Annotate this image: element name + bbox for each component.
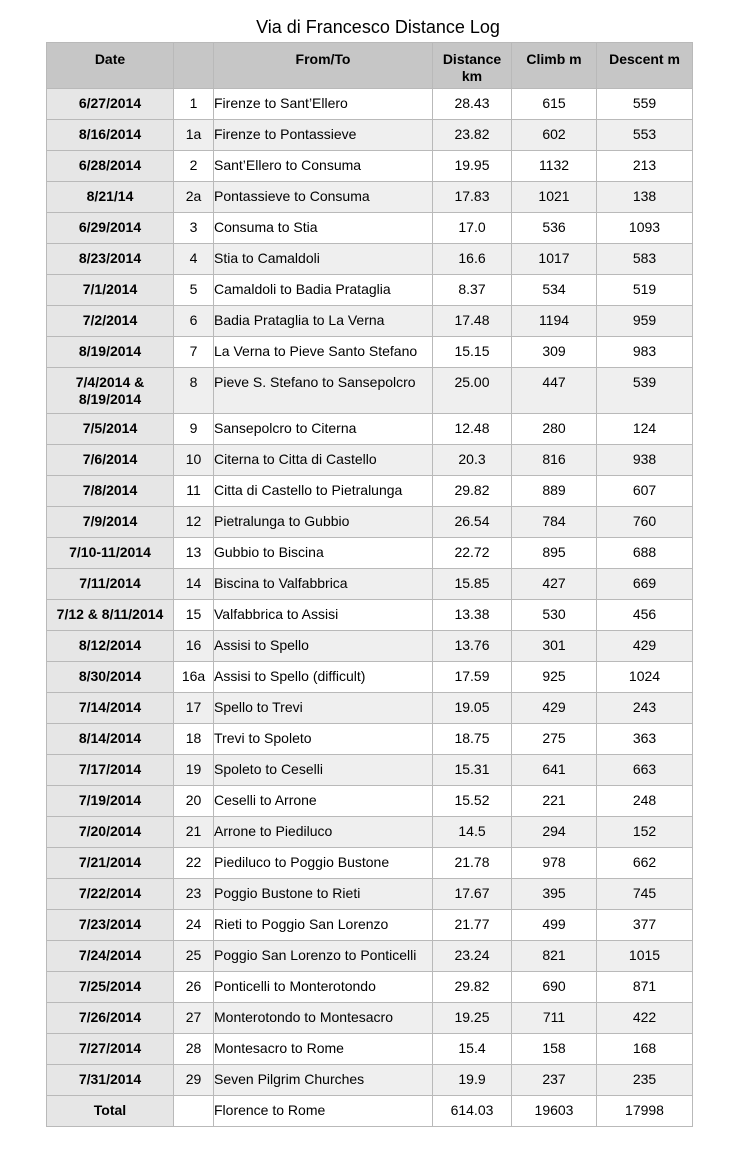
cell-route: Arrone to Piediluco <box>214 817 433 848</box>
cell-date: 8/14/2014 <box>47 724 174 755</box>
cell-climb: 534 <box>512 275 597 306</box>
cell-climb: 1132 <box>512 151 597 182</box>
cell-stage: 1a <box>174 120 214 151</box>
cell-stage: 1 <box>174 89 214 120</box>
table-row <box>47 600 693 631</box>
table-row <box>47 1034 693 1065</box>
table-row <box>47 414 693 445</box>
cell-date: 6/28/2014 <box>47 151 174 182</box>
table-row <box>47 786 693 817</box>
cell-route: Camaldoli to Badia Prataglia <box>214 275 433 306</box>
cell-date: 8/16/2014 <box>47 120 174 151</box>
cell-climb: 821 <box>512 941 597 972</box>
table-row <box>47 972 693 1003</box>
cell-distance: 17.0 <box>433 213 512 244</box>
cell-descent: 429 <box>597 631 693 662</box>
cell-date: 7/4/2014 & 8/19/2014 <box>47 368 174 414</box>
cell-date: 7/1/2014 <box>47 275 174 306</box>
cell-descent: 539 <box>597 368 693 414</box>
cell-climb: 309 <box>512 337 597 368</box>
cell-descent: 124 <box>597 414 693 445</box>
cell-route: Sansepolcro to Citerna <box>214 414 433 445</box>
cell-route: Consuma to Stia <box>214 213 433 244</box>
cell-stage: 22 <box>174 848 214 879</box>
table-row <box>47 445 693 476</box>
cell-date: 7/12 & 8/11/2014 <box>47 600 174 631</box>
cell-stage: 11 <box>174 476 214 507</box>
cell-route: Assisi to Spello <box>214 631 433 662</box>
table-row <box>47 879 693 910</box>
cell-stage: 26 <box>174 972 214 1003</box>
table-body <box>47 89 693 1127</box>
cell-date: 7/8/2014 <box>47 476 174 507</box>
cell-date: 6/29/2014 <box>47 213 174 244</box>
cell-stage: 18 <box>174 724 214 755</box>
cell-stage: 9 <box>174 414 214 445</box>
total-cell-climb: 19603 <box>512 1096 597 1127</box>
table-row <box>47 89 693 120</box>
cell-climb: 158 <box>512 1034 597 1065</box>
cell-stage: 25 <box>174 941 214 972</box>
cell-distance: 21.78 <box>433 848 512 879</box>
cell-date: 7/23/2014 <box>47 910 174 941</box>
cell-descent: 213 <box>597 151 693 182</box>
table-row <box>47 910 693 941</box>
cell-route: Badia Prataglia to La Verna <box>214 306 433 337</box>
cell-climb: 641 <box>512 755 597 786</box>
cell-distance: 17.67 <box>433 879 512 910</box>
table-row <box>47 755 693 786</box>
table-row <box>47 724 693 755</box>
cell-route: Montesacro to Rome <box>214 1034 433 1065</box>
table-row <box>47 306 693 337</box>
cell-distance: 20.3 <box>433 445 512 476</box>
cell-date: 7/10-11/2014 <box>47 538 174 569</box>
cell-date: 7/2/2014 <box>47 306 174 337</box>
cell-distance: 15.52 <box>433 786 512 817</box>
cell-stage: 17 <box>174 693 214 724</box>
cell-route: Valfabbrica to Assisi <box>214 600 433 631</box>
cell-climb: 602 <box>512 120 597 151</box>
cell-date: 7/6/2014 <box>47 445 174 476</box>
cell-distance: 15.85 <box>433 569 512 600</box>
cell-descent: 248 <box>597 786 693 817</box>
cell-distance: 13.76 <box>433 631 512 662</box>
cell-route: Ponticelli to Monterotondo <box>214 972 433 1003</box>
cell-route: Pontassieve to Consuma <box>214 182 433 213</box>
cell-route: Sant’Ellero to Consuma <box>214 151 433 182</box>
cell-stage: 5 <box>174 275 214 306</box>
cell-route: Biscina to Valfabbrica <box>214 569 433 600</box>
cell-route: Firenze to Sant’Ellero <box>214 89 433 120</box>
cell-stage: 12 <box>174 507 214 538</box>
table-row <box>47 244 693 275</box>
cell-distance: 23.24 <box>433 941 512 972</box>
cell-stage: 10 <box>174 445 214 476</box>
cell-descent: 688 <box>597 538 693 569</box>
cell-climb: 237 <box>512 1065 597 1096</box>
table-row <box>47 120 693 151</box>
cell-date: 7/19/2014 <box>47 786 174 817</box>
table-row <box>47 693 693 724</box>
cell-descent: 456 <box>597 600 693 631</box>
cell-descent: 745 <box>597 879 693 910</box>
cell-stage: 16a <box>174 662 214 693</box>
header-descent: Descent m <box>597 43 693 89</box>
cell-descent: 1024 <box>597 662 693 693</box>
cell-route: Spoleto to Ceselli <box>214 755 433 786</box>
cell-stage: 24 <box>174 910 214 941</box>
cell-route: Pieve S. Stefano to Sansepolcro <box>214 368 433 414</box>
cell-climb: 978 <box>512 848 597 879</box>
cell-descent: 553 <box>597 120 693 151</box>
cell-route: Poggio San Lorenzo to Ponticelli <box>214 941 433 972</box>
cell-climb: 925 <box>512 662 597 693</box>
cell-climb: 615 <box>512 89 597 120</box>
cell-descent: 235 <box>597 1065 693 1096</box>
cell-descent: 662 <box>597 848 693 879</box>
cell-distance: 19.25 <box>433 1003 512 1034</box>
cell-distance: 13.38 <box>433 600 512 631</box>
cell-descent: 669 <box>597 569 693 600</box>
cell-descent: 138 <box>597 182 693 213</box>
cell-date: 8/23/2014 <box>47 244 174 275</box>
cell-date: 7/22/2014 <box>47 879 174 910</box>
cell-stage: 19 <box>174 755 214 786</box>
cell-route: Firenze to Pontassieve <box>214 120 433 151</box>
cell-distance: 17.59 <box>433 662 512 693</box>
cell-distance: 15.4 <box>433 1034 512 1065</box>
table-row <box>47 817 693 848</box>
cell-descent: 959 <box>597 306 693 337</box>
cell-climb: 427 <box>512 569 597 600</box>
cell-date: 7/26/2014 <box>47 1003 174 1034</box>
cell-stage: 27 <box>174 1003 214 1034</box>
cell-date: 7/5/2014 <box>47 414 174 445</box>
cell-descent: 377 <box>597 910 693 941</box>
cell-climb: 301 <box>512 631 597 662</box>
cell-descent: 983 <box>597 337 693 368</box>
table-row <box>47 476 693 507</box>
cell-climb: 816 <box>512 445 597 476</box>
cell-distance: 19.95 <box>433 151 512 182</box>
cell-descent: 559 <box>597 89 693 120</box>
cell-date: 7/31/2014 <box>47 1065 174 1096</box>
cell-descent: 168 <box>597 1034 693 1065</box>
cell-date: 7/20/2014 <box>47 817 174 848</box>
header-from-to: From/To <box>214 43 433 89</box>
cell-stage: 7 <box>174 337 214 368</box>
cell-climb: 280 <box>512 414 597 445</box>
header-distance-label: Distance <box>442 51 502 67</box>
header-distance-unit: km <box>461 68 483 84</box>
cell-climb: 221 <box>512 786 597 817</box>
cell-descent: 152 <box>597 817 693 848</box>
cell-climb: 1017 <box>512 244 597 275</box>
cell-date: 8/30/2014 <box>47 662 174 693</box>
cell-descent: 363 <box>597 724 693 755</box>
cell-distance: 28.43 <box>433 89 512 120</box>
cell-climb: 784 <box>512 507 597 538</box>
cell-date: 7/25/2014 <box>47 972 174 1003</box>
cell-climb: 447 <box>512 368 597 414</box>
cell-climb: 1021 <box>512 182 597 213</box>
cell-climb: 395 <box>512 879 597 910</box>
cell-climb: 294 <box>512 817 597 848</box>
total-cell-distance: 614.03 <box>433 1096 512 1127</box>
cell-stage: 13 <box>174 538 214 569</box>
cell-route: Monterotondo to Montesacro <box>214 1003 433 1034</box>
cell-stage: 2a <box>174 182 214 213</box>
cell-distance: 19.9 <box>433 1065 512 1096</box>
table-row <box>47 631 693 662</box>
cell-route: Assisi to Spello (difficult) <box>214 662 433 693</box>
cell-climb: 889 <box>512 476 597 507</box>
cell-route: Stia to Camaldoli <box>214 244 433 275</box>
cell-climb: 429 <box>512 693 597 724</box>
cell-descent: 607 <box>597 476 693 507</box>
cell-route: Piediluco to Poggio Bustone <box>214 848 433 879</box>
cell-climb: 711 <box>512 1003 597 1034</box>
page-title: Via di Francesco Distance Log <box>256 17 500 37</box>
cell-date: 8/12/2014 <box>47 631 174 662</box>
cell-route: Pietralunga to Gubbio <box>214 507 433 538</box>
cell-stage: 6 <box>174 306 214 337</box>
cell-distance: 22.72 <box>433 538 512 569</box>
cell-descent: 583 <box>597 244 693 275</box>
cell-stage: 21 <box>174 817 214 848</box>
cell-route: Rieti to Poggio San Lorenzo <box>214 910 433 941</box>
total-cell-route: Florence to Rome <box>214 1096 433 1127</box>
cell-descent: 871 <box>597 972 693 1003</box>
cell-climb: 275 <box>512 724 597 755</box>
cell-date: 7/21/2014 <box>47 848 174 879</box>
cell-distance: 29.82 <box>433 972 512 1003</box>
table-row <box>47 337 693 368</box>
table-row <box>47 941 693 972</box>
header-distance <box>433 43 512 89</box>
cell-descent: 938 <box>597 445 693 476</box>
table-row <box>47 151 693 182</box>
cell-distance: 18.75 <box>433 724 512 755</box>
cell-route: Citerna to Citta di Castello <box>214 445 433 476</box>
cell-climb: 536 <box>512 213 597 244</box>
cell-distance: 23.82 <box>433 120 512 151</box>
cell-distance: 29.82 <box>433 476 512 507</box>
cell-date: 7/27/2014 <box>47 1034 174 1065</box>
table-row <box>47 182 693 213</box>
cell-stage: 29 <box>174 1065 214 1096</box>
cell-climb: 895 <box>512 538 597 569</box>
cell-date: 7/11/2014 <box>47 569 174 600</box>
cell-climb: 1194 <box>512 306 597 337</box>
cell-date: 7/24/2014 <box>47 941 174 972</box>
cell-stage: 14 <box>174 569 214 600</box>
cell-route: Gubbio to Biscina <box>214 538 433 569</box>
table-row <box>47 569 693 600</box>
cell-climb: 530 <box>512 600 597 631</box>
cell-distance: 19.05 <box>433 693 512 724</box>
cell-date: 8/19/2014 <box>47 337 174 368</box>
cell-distance: 16.6 <box>433 244 512 275</box>
cell-climb: 690 <box>512 972 597 1003</box>
cell-distance: 17.48 <box>433 306 512 337</box>
cell-distance: 17.83 <box>433 182 512 213</box>
cell-distance: 12.48 <box>433 414 512 445</box>
cell-descent: 422 <box>597 1003 693 1034</box>
cell-date: 7/14/2014 <box>47 693 174 724</box>
table-row <box>47 538 693 569</box>
cell-distance: 14.5 <box>433 817 512 848</box>
cell-stage: 28 <box>174 1034 214 1065</box>
cell-climb: 499 <box>512 910 597 941</box>
table-row <box>47 368 693 414</box>
header-num <box>174 43 214 89</box>
table-row <box>47 275 693 306</box>
table-row <box>47 213 693 244</box>
cell-date: 7/17/2014 <box>47 755 174 786</box>
total-cell-stage <box>174 1096 214 1127</box>
total-cell-descent: 17998 <box>597 1096 693 1127</box>
cell-distance: 8.37 <box>433 275 512 306</box>
distance-log-table <box>46 42 693 1127</box>
cell-route: Spello to Trevi <box>214 693 433 724</box>
cell-stage: 15 <box>174 600 214 631</box>
table-row <box>47 507 693 538</box>
cell-descent: 760 <box>597 507 693 538</box>
cell-stage: 3 <box>174 213 214 244</box>
cell-stage: 2 <box>174 151 214 182</box>
header-climb: Climb m <box>512 43 597 89</box>
cell-date: 6/27/2014 <box>47 89 174 120</box>
cell-descent: 663 <box>597 755 693 786</box>
header-row <box>47 43 693 89</box>
cell-descent: 519 <box>597 275 693 306</box>
cell-stage: 16 <box>174 631 214 662</box>
cell-stage: 8 <box>174 368 214 414</box>
cell-route: Ceselli to Arrone <box>214 786 433 817</box>
cell-descent: 1093 <box>597 213 693 244</box>
cell-date: 8/21/14 <box>47 182 174 213</box>
table-row <box>47 1003 693 1034</box>
table-row <box>47 662 693 693</box>
total-cell-date: Total <box>47 1096 174 1127</box>
cell-descent: 243 <box>597 693 693 724</box>
cell-distance: 26.54 <box>433 507 512 538</box>
cell-date: 7/9/2014 <box>47 507 174 538</box>
cell-descent: 1015 <box>597 941 693 972</box>
cell-distance: 21.77 <box>433 910 512 941</box>
cell-stage: 23 <box>174 879 214 910</box>
cell-route: Seven Pilgrim Churches <box>214 1065 433 1096</box>
cell-route: Poggio Bustone to Rieti <box>214 879 433 910</box>
cell-distance: 15.31 <box>433 755 512 786</box>
cell-distance: 25.00 <box>433 368 512 414</box>
cell-route: Citta di Castello to Pietralunga <box>214 476 433 507</box>
cell-stage: 4 <box>174 244 214 275</box>
cell-route: La Verna to Pieve Santo Stefano <box>214 337 433 368</box>
header-date: Date <box>47 43 174 89</box>
cell-route: Trevi to Spoleto <box>214 724 433 755</box>
cell-distance: 15.15 <box>433 337 512 368</box>
table-row <box>47 848 693 879</box>
table-row <box>47 1065 693 1096</box>
total-row <box>47 1096 693 1127</box>
cell-stage: 20 <box>174 786 214 817</box>
